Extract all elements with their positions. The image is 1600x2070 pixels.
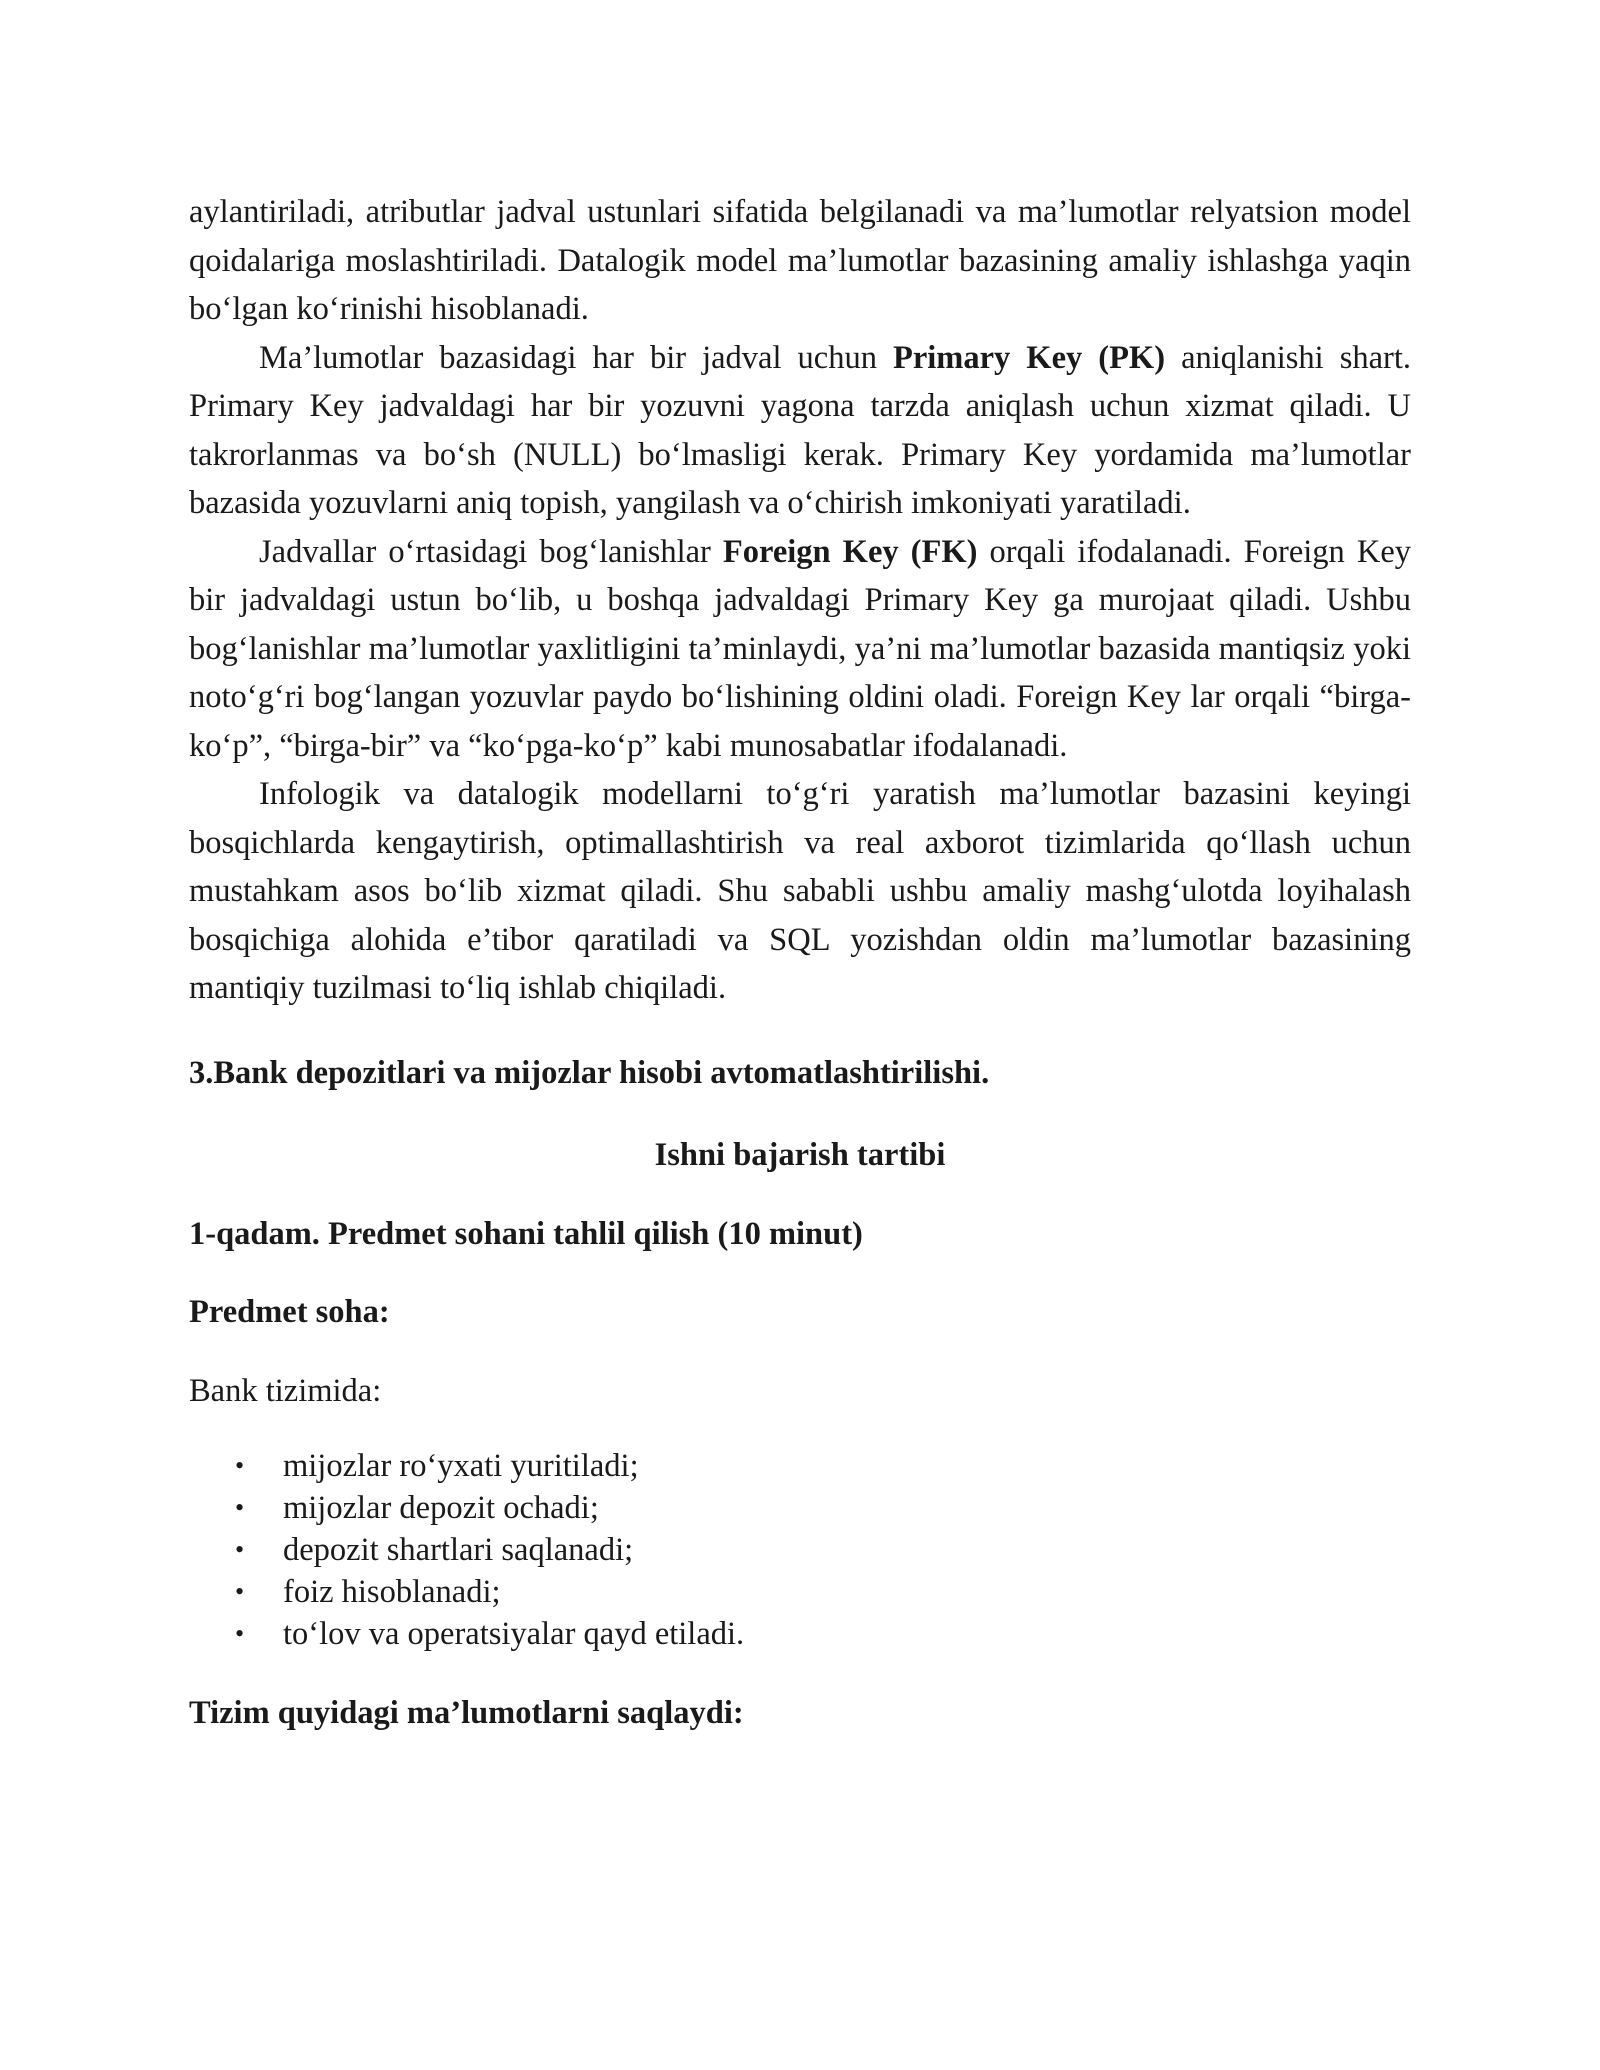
bullet-icon: •: [235, 1535, 245, 1564]
bank-features-list: [189, 1445, 1411, 1655]
stored-data-heading: Tizim quyidagi ma’lumotlarni saqlaydi:: [189, 1695, 744, 1731]
list-item: [189, 1445, 1411, 1487]
list-item: [189, 1487, 1411, 1529]
bullet-icon: •: [235, 1619, 245, 1648]
list-item-text: foiz hisoblanadi;: [283, 1574, 501, 1610]
document-page: [189, 188, 1411, 1738]
list-item-text: to‘lov va operatsiyalar qayd etiladi.: [283, 1616, 745, 1652]
list-item-text: mijozlar ro‘yxati yuritiladi;: [283, 1448, 639, 1484]
list-item: [189, 1571, 1411, 1613]
domain-heading: Predmet soha:: [189, 1294, 390, 1330]
list-item: [189, 1613, 1411, 1655]
section-heading: 3.Bank depozitlari va mijozlar hisobi avtomatlashtirilishi.: [189, 1054, 990, 1091]
foreign-key-term: Foreign Key (FK): [722, 533, 978, 570]
paragraph-primary-key: [189, 334, 1411, 528]
step-heading: 1-qadam. Predmet sohani tahlil qilish (10 minut): [189, 1215, 863, 1252]
bullet-icon: •: [235, 1493, 245, 1522]
paragraph-primary-key-text-end: aniqlanishi shart. Primary Key jadvaldagi har bir yozuvni yagona tarzda aniqlash uchun xizmat qiladi. U takrorlanmas va bo‘sh (NULL) bo‘lmasligi kerak. Primary Key yordamida ma’lumotlar bazasida yozuvlarni aniq topish, yangilash va o‘chirish imkoniyati yaratiladi.: [189, 339, 1411, 521]
paragraph-datalogic-model: aylantiriladi, atributlar jadval ustunlari sifatida belgilanadi va ma’lumotlar relyatsion model qoidalariga moslashtiriladi. Datalogik model ma’lumotlar bazasining amaliy ishlashga yaqin bo‘lgan ko‘rinishi hisoblanadi.: [189, 194, 1411, 327]
procedure-heading: Ishni bajarish tartibi: [654, 1137, 946, 1173]
bank-intro: Bank tizimida:: [189, 1372, 382, 1409]
paragraph-primary-key-text-start: Ma’lumotlar bazasidagi har bir jadval uchun: [259, 339, 893, 376]
bullet-icon: •: [235, 1451, 245, 1480]
paragraph-foreign-key-text-end: orqali ifodalanadi. Foreign Key bir jadvaldagi ustun bo‘lib, u boshqa jadvaldagi Primary Key ga murojaat qiladi. Ushbu bog‘lanishlar ma’lumotlar yaxlitligini ta’minlaydi, ya’ni ma’lumotlar bazasida mantiqsiz yoki noto‘g‘ri bog‘langan yozuvlar paydo bo‘lishining oldini oladi. Foreign Key lar orqali “birga-ko‘p”, “birga-bir” va “ko‘pga-ko‘p” kabi munosabatlar ifodalanadi.: [189, 533, 1411, 764]
primary-key-term: Primary Key (PK): [892, 339, 1166, 376]
paragraph-foreign-key: [189, 528, 1411, 771]
paragraph-models-conclusion: Infologik va datalogik modellarni to‘g‘ri yaratish ma’lumotlar bazasini keyingi bosqichlarda kengaytirish, optimallashtirish va real axborot tizimlarida qo‘llash uchun mustahkam asos bo‘lib xizmat qiladi. Shu sababli ushbu amaliy mashg‘ulotda loyihalash bosqichiga alohida e’tibor qaratiladi va SQL yozishdan oldin ma’lumotlar bazasining mantiqiy tuzilmasi to‘liq ishlab chiqiladi.: [189, 776, 1411, 1006]
list-item-text: mijozlar depozit ochadi;: [283, 1490, 599, 1526]
list-item: [189, 1529, 1411, 1571]
paragraph-foreign-key-text-start: Jadvallar o‘rtasidagi bog‘lanishlar: [259, 533, 723, 570]
bullet-icon: •: [235, 1577, 245, 1606]
list-item-text: depozit shartlari saqlanadi;: [283, 1532, 634, 1568]
